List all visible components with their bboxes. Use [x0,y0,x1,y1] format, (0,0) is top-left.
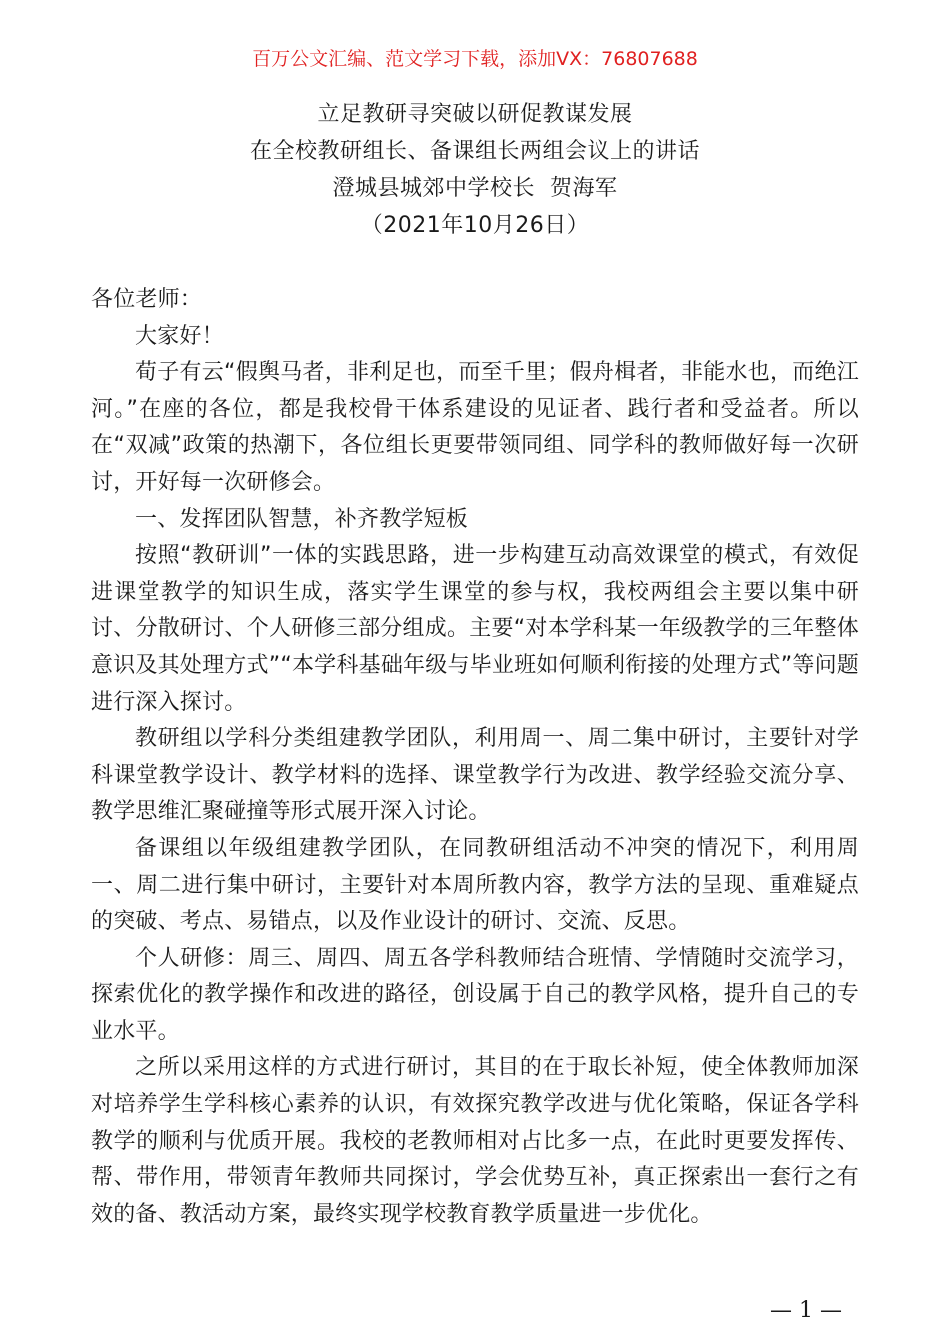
paragraph: 备课组以年级组建教学团队，在同教研组活动不冲突的情况下，利用周一、周二进行集中研讨，主要针对本周所教内容，教学方法的呈现、重难疑点的突破、考点、易错点，以及作业设计的研讨、交流、反思。 [91,835,859,935]
paragraph: 荀子有云“假舆马者，非利足也，而至千里；假舟楫者，非能水也，而绝江河。”在座的各位，都是我校骨干体系建设的见证者、践行者和受益者。所以在“双减”政策的热潮下，各位组长更要带领同组、同学科的教师做好每一次研讨，开好每一次研修会。 [91,360,859,495]
salutation: 各位老师： [91,287,203,312]
document-body [91,282,859,1233]
greeting: 大家好！ [135,323,224,349]
document-author: 澄城县城郊中学校长 贺海军 [332,176,618,201]
document-title: 立足教研寻突破以研促教谋发展 [317,102,633,127]
document-subtitle: 在全校教研组长、备课组长两组会议上的讲话 [249,139,700,164]
paragraph: 个人研修：周三、周四、周五各学科教师结合班情、学情随时交流学习，探索优化的教学操作和改进的路径，创设属于自己的教学风格，提升自己的专业水平。 [91,945,859,1044]
document-date: （2021年10月26日） [360,213,590,238]
watermark-banner: 百万公文汇编、范文学习下载，添加VX：76807688 [252,48,698,70]
paragraph: 之所以采用这样的方式进行研讨，其目的在于取长补短，使全体教师加深对培养学生学科核心素养的认识，有效探究教学改进与优化策略，保证各学科教学的顺利与优质开展。我校的老教师相对占比多一点，在此时更要发挥传、帮、带作用，带领青年教师共同探讨，学会优势互补，真正探索出一套行之有效的备、教活动方案，最终实现学校教育教学质量进一步优化。 [91,1055,859,1227]
paragraph: 教研组以学科分类组建教学团队，利用周一、周二集中研讨，主要针对学科课堂教学设计、教学材料的选择、课堂教学行为改进、教学经验交流分享、教学思维汇聚碰撞等形式展开深入讨论。 [91,726,859,825]
paragraph: 按照“教研训”一体的实践思路，进一步构建互动高效课堂的模式，有效促进课堂教学的知识生成，落实学生课堂的参与权，我校两组会主要以集中研讨、分散研讨、个人研修三部分组成。主要“对本学科某一年级教学的三年整体意识及其处理方式”“本学科基础年级与毕业班如何顺利衔接的处理方式”等问题进行深入探讨。 [91,543,859,715]
page-number: — 1 — [770,1298,842,1323]
section-heading: 一、发挥团队智慧，补齐教学短板 [135,506,469,532]
title-block [0,96,950,244]
